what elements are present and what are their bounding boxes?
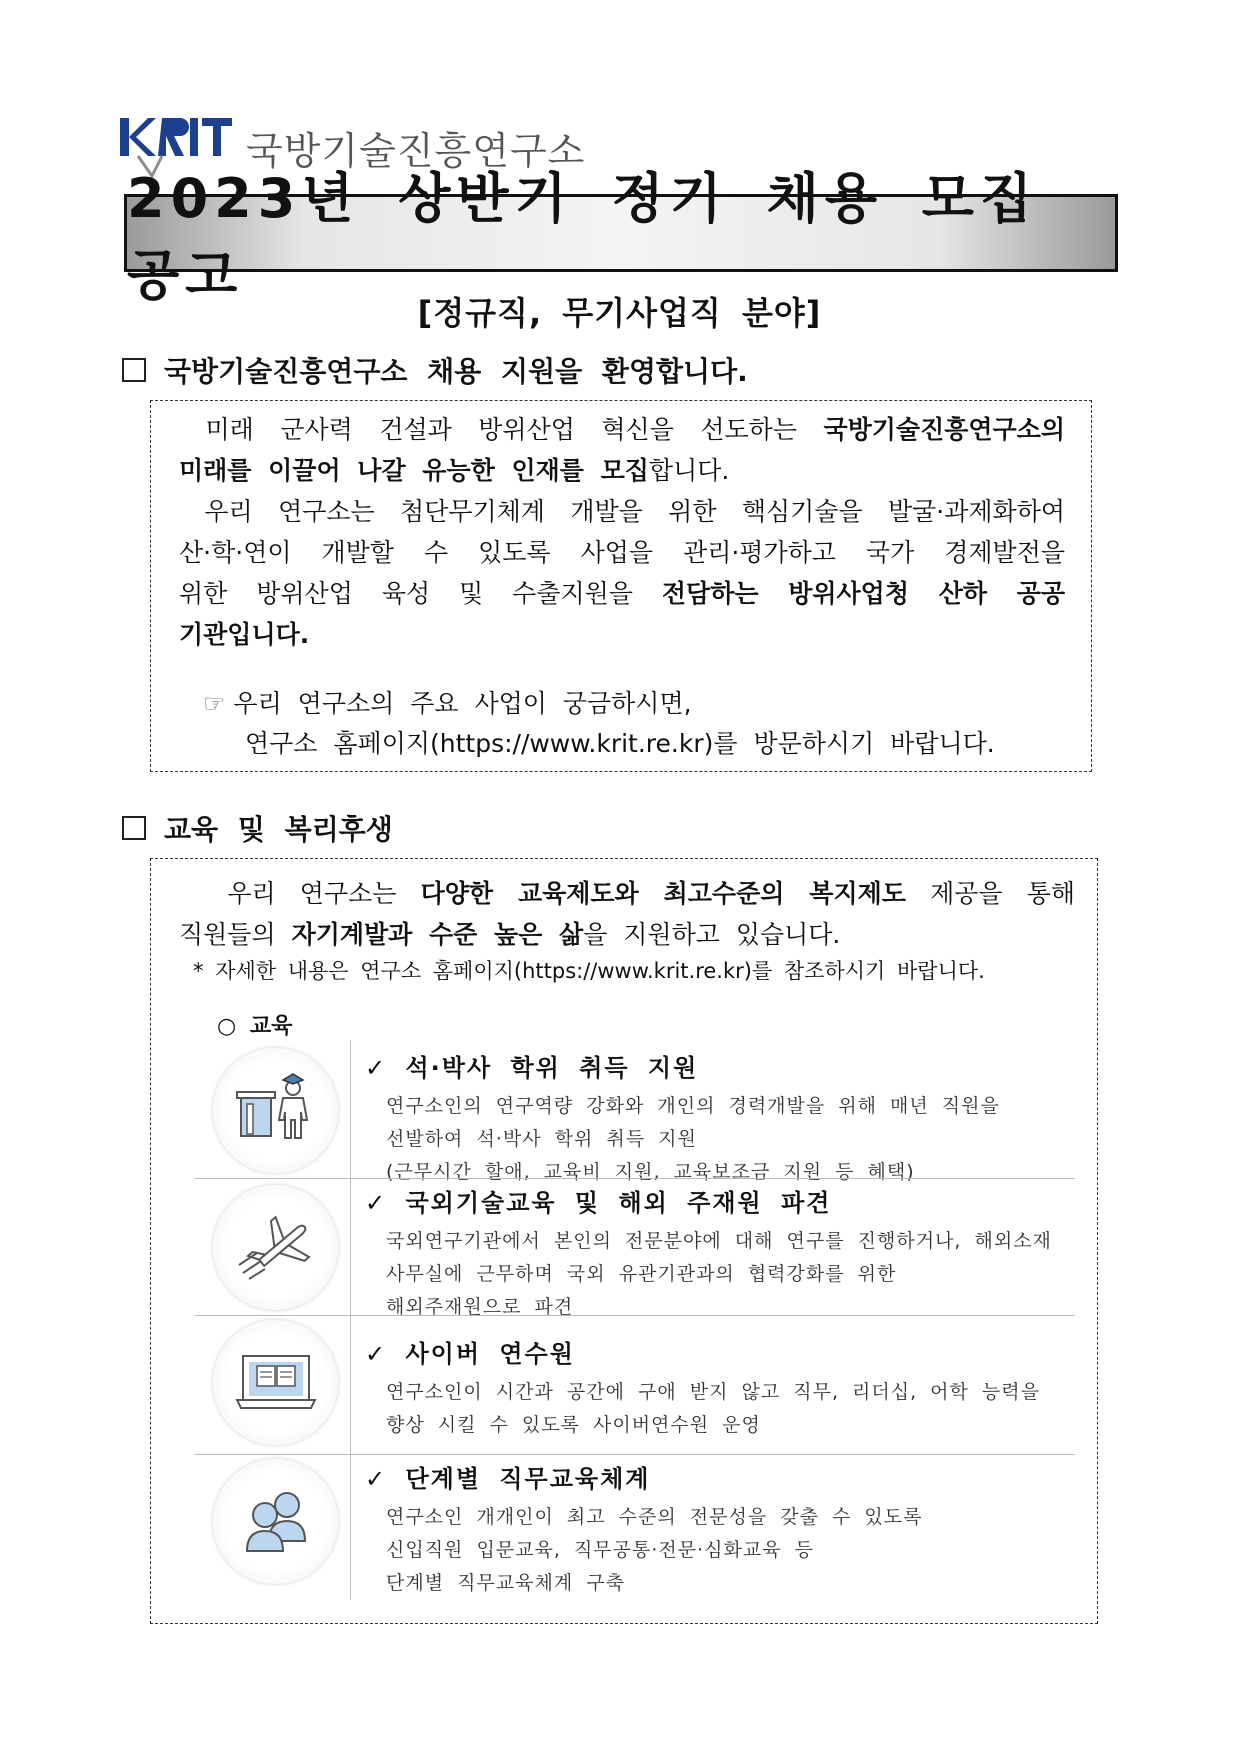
p1-line1: 미래 군사력 건설과 방위산업 혁신을 선도하는 국방기술진흥연구소의: [205, 415, 1065, 444]
p1-line2: 미래를 이끌어 나갈 유능한 인재를 모집합니다.: [179, 456, 730, 485]
page-title: 2023년 상반기 정기 채용 모집 공고: [127, 167, 1039, 307]
org-name: 국방기술진흥연구소: [246, 129, 586, 173]
edu-label: ○ 교육: [217, 1014, 293, 1039]
subtitle: [정규직, 무기사업직 분야]: [417, 294, 822, 332]
p2-line2: 산·학·연이 개발할 수 있도록 사업을 관리·평가하고 국가 경제발전을: [179, 538, 1065, 567]
graduate-icon: [213, 1048, 338, 1173]
row-title: ✓ 국외기술교육 및 해외 주재원 파견: [365, 1189, 832, 1217]
laptop-book-icon: [213, 1320, 338, 1445]
s2-line1: 우리 연구소는 다양한 교육제도와 최고수준의 복지제도 제공을 통해: [227, 879, 1075, 908]
p2-line3: 위한 방위산업 육성 및 수출지원을 전담하는 방위사업청 산하 공공: [179, 579, 1066, 608]
table-row: [195, 1179, 1075, 1318]
row-title: ✓ 석·박사 학위 취득 지원: [365, 1054, 699, 1082]
checkbox-square-icon: [122, 816, 146, 840]
title-box: [124, 167, 1118, 307]
row-title: ✓ 사이버 연수원: [365, 1340, 575, 1368]
row-desc: 연구소인의 연구역량 강화와 개인의 경력개발을 위해 매년 직원을 선발하여 석·박사 학위 취득 지원 (근무시간 할애, 교육비 지원, 교육보조금 지원 등 혜택): [386, 1095, 1000, 1183]
airplane-icon: [213, 1185, 338, 1310]
table-row: [195, 1040, 1075, 1183]
section2-heading: 교육 및 복리후생: [122, 808, 393, 848]
p2-line4: 기관입니다.: [179, 620, 310, 649]
row-desc: 연구소인 개개인이 최고 수준의 전문성을 갖출 수 있도록 신입직원 입문교육, 직무공통·전문·심화교육 등 단계별 직무교육체계 구축: [386, 1506, 923, 1594]
table-row: [195, 1455, 1075, 1600]
section1-heading: 국방기술진흥연구소 채용 지원을 환영합니다.: [122, 350, 748, 390]
row-desc: 국외연구기관에서 본인의 전문분야에 대해 연구를 진행하거나, 해외소재 사무실에 근무하며 국외 유관기관과의 협력강화를 위한 해외주재원으로 파견: [386, 1230, 1052, 1318]
row-desc: 연구소인이 시간과 공간에 구애 받지 않고 직무, 리더십, 어학 능력을 향상 시킬 수 있도록 사이버연수원 운영: [386, 1381, 1040, 1436]
p2-line1: 우리 연구소는 첨단무기체계 개발을 위한 핵심기술을 발굴·과제화하여: [204, 497, 1065, 526]
people-icon: [213, 1459, 338, 1584]
homepage-note-line1: ☞ 우리 연구소의 주요 사업이 궁금하시면,: [203, 689, 692, 718]
table-row: [195, 1316, 1075, 1454]
section1-box: [150, 400, 1092, 772]
homepage-note-line2: 연구소 홈페이지(https://www.krit.re.kr)를 방문하시기 바랍니다.: [245, 729, 995, 758]
education-table: [195, 1040, 1075, 1600]
pointing-hand-icon: ☞: [203, 689, 226, 718]
row-title: ✓ 단계별 직무교육체계: [365, 1465, 651, 1493]
s2-note: * 자세한 내용은 연구소 홈페이지(https://www.krit.re.kr)를 참조하시기 바랍니다.: [193, 959, 985, 983]
checkbox-square-icon: [122, 358, 146, 382]
s2-line2: 직원들의 자기계발과 수준 높은 삶을 지원하고 있습니다.: [179, 920, 841, 949]
